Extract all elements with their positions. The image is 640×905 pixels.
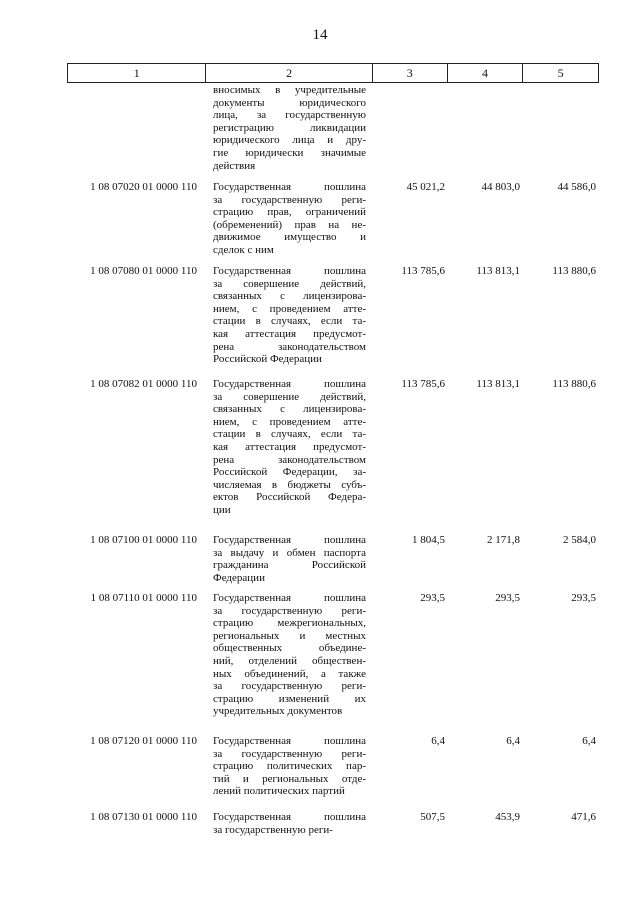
value-col-5-cell: 6,4 <box>582 735 596 747</box>
value-col-5-cell: 293,5 <box>571 592 596 604</box>
description-cell <box>205 592 372 735</box>
description-line: сделок с ним <box>213 243 274 256</box>
description-line: стации в случаях, если та- <box>213 428 366 441</box>
description-line: Государственная пошлина <box>213 735 366 747</box>
table-header-row <box>67 63 599 83</box>
description-line: Государственная пошлина <box>213 811 366 823</box>
value-col-4-cell: 293,5 <box>495 592 520 604</box>
value-col-3-cell: 6,4 <box>431 735 445 747</box>
table-body <box>67 84 599 836</box>
value-col-3-cell: 45 021,2 <box>406 181 445 193</box>
description-line: региональных и местных <box>213 629 366 642</box>
description-line: тий и региональных отде- <box>213 772 366 785</box>
description-line: за государственную реги- <box>213 680 366 693</box>
table-row <box>67 181 599 265</box>
description-line: ектов Российской Федера- <box>213 491 366 504</box>
description-line: юридического лица и дру- <box>213 134 366 147</box>
budget-code-cell: 1 08 07082 01 0000 110 <box>90 378 197 390</box>
budget-code-cell: 1 08 07100 01 0000 110 <box>90 534 197 546</box>
budget-code-cell: 1 08 07080 01 0000 110 <box>90 265 197 277</box>
description-line: страцию межрегиональных, <box>213 617 366 630</box>
value-col-3-cell: 1 804,5 <box>412 534 445 546</box>
description-line: рена законодательством <box>213 340 366 353</box>
description-line: движимое имущество и <box>213 231 366 244</box>
description-line: рена законодательством <box>213 453 366 466</box>
description-cell <box>205 84 372 181</box>
description-line: вносимых в учредительные <box>213 84 366 96</box>
description-line: числяемая в бюджеты субъ- <box>213 478 366 491</box>
table-row <box>67 534 599 592</box>
header-cell-3: 3 <box>372 64 447 82</box>
value-col-5-cell: 2 584,0 <box>563 534 596 546</box>
value-col-4-cell <box>447 84 523 181</box>
value-col-4-cell: 113 813,1 <box>476 265 520 277</box>
value-col-5-cell: 471,6 <box>571 811 596 823</box>
description-cell <box>205 181 372 265</box>
description-line: лений политических партий <box>213 785 345 798</box>
table-row <box>67 378 599 534</box>
description-line: за государственную реги- <box>213 747 366 760</box>
header-cell-2: 2 <box>205 64 371 82</box>
value-col-5-cell <box>523 84 599 181</box>
description-line: лица, за государственную <box>213 109 366 122</box>
budget-code-cell: 1 08 07020 01 0000 110 <box>90 181 197 193</box>
value-col-4-cell: 113 813,1 <box>476 378 520 390</box>
description-line: связанных с лицензирова- <box>213 403 366 416</box>
description-line: стации в случаях, если та- <box>213 315 366 328</box>
table-row <box>67 592 599 735</box>
table-row <box>67 265 599 378</box>
description-cell <box>205 735 372 811</box>
description-line: нием, с проведением атте- <box>213 415 366 428</box>
description-line: гражданина Российской <box>213 559 366 572</box>
description-line: за государственную реги- <box>213 604 366 617</box>
table-row <box>67 84 599 181</box>
value-col-4-cell: 6,4 <box>506 735 520 747</box>
description-line: связанных с лицензирова- <box>213 290 366 303</box>
value-col-3-cell <box>372 84 447 181</box>
description-cell <box>205 378 372 534</box>
description-cell <box>205 265 372 378</box>
description-line: страцию прав, ограничений <box>213 206 366 219</box>
budget-code-cell: 1 08 07130 01 0000 110 <box>90 811 197 823</box>
description-line: Государственная пошлина <box>213 534 366 546</box>
description-line: за совершение действий, <box>213 390 366 403</box>
description-line: Государственная пошлина <box>213 378 366 390</box>
value-col-3-cell: 293,5 <box>420 592 445 604</box>
description-line: Российской Федерации, за- <box>213 466 366 479</box>
table-row <box>67 735 599 811</box>
description-line: Российской Федерации <box>213 353 322 366</box>
value-col-4-cell: 44 803,0 <box>481 181 520 193</box>
description-line: Государственная пошлина <box>213 592 366 604</box>
description-line: за государственную реги- <box>213 823 333 836</box>
budget-code-cell: 1 08 07120 01 0000 110 <box>90 735 197 747</box>
value-col-4-cell: 2 171,8 <box>487 534 520 546</box>
value-col-5-cell: 44 586,0 <box>557 181 596 193</box>
budget-code-cell <box>67 84 205 181</box>
description-line: за совершение действий, <box>213 277 366 290</box>
description-line: за выдачу и обмен паспорта <box>213 546 366 559</box>
header-cell-5: 5 <box>522 64 598 82</box>
description-line: Государственная пошлина <box>213 181 366 193</box>
budget-code-cell: 1 08 07110 01 0000 110 <box>90 592 197 604</box>
description-line: ных объединений, а также <box>213 667 366 680</box>
description-line: регистрацию ликвидации <box>213 121 366 134</box>
description-line: страцию политических пар- <box>213 760 366 773</box>
description-line: кая аттестация предусмот- <box>213 327 366 340</box>
description-line: гие юридически значимые <box>213 146 366 159</box>
value-col-5-cell: 113 880,6 <box>552 378 596 390</box>
description-line: (обременений) прав на не- <box>213 218 366 231</box>
value-col-3-cell: 113 785,6 <box>401 265 445 277</box>
description-line: страцию изменений их <box>213 692 366 705</box>
description-line: общественных объедине- <box>213 642 366 655</box>
description-line: за государственную реги- <box>213 193 366 206</box>
table-row <box>67 811 599 836</box>
value-col-3-cell: 507,5 <box>420 811 445 823</box>
description-line: нием, с проведением атте- <box>213 302 366 315</box>
description-line: ний, отделений обществен- <box>213 654 366 667</box>
description-line: документы юридического <box>213 96 366 109</box>
description-cell <box>205 811 372 836</box>
header-cell-4: 4 <box>447 64 523 82</box>
description-line: действия <box>213 159 256 172</box>
description-line: учредительных документов <box>213 705 343 718</box>
header-cell-1: 1 <box>133 66 140 80</box>
value-col-4-cell: 453,9 <box>495 811 520 823</box>
description-cell <box>205 534 372 592</box>
value-col-5-cell: 113 880,6 <box>552 265 596 277</box>
page-number: 14 <box>312 27 328 43</box>
description-line: Государственная пошлина <box>213 265 366 277</box>
description-line: ции <box>213 503 231 516</box>
description-line: Федерации <box>213 571 265 584</box>
description-line: кая аттестация предусмот- <box>213 440 366 453</box>
value-col-3-cell: 113 785,6 <box>401 378 445 390</box>
